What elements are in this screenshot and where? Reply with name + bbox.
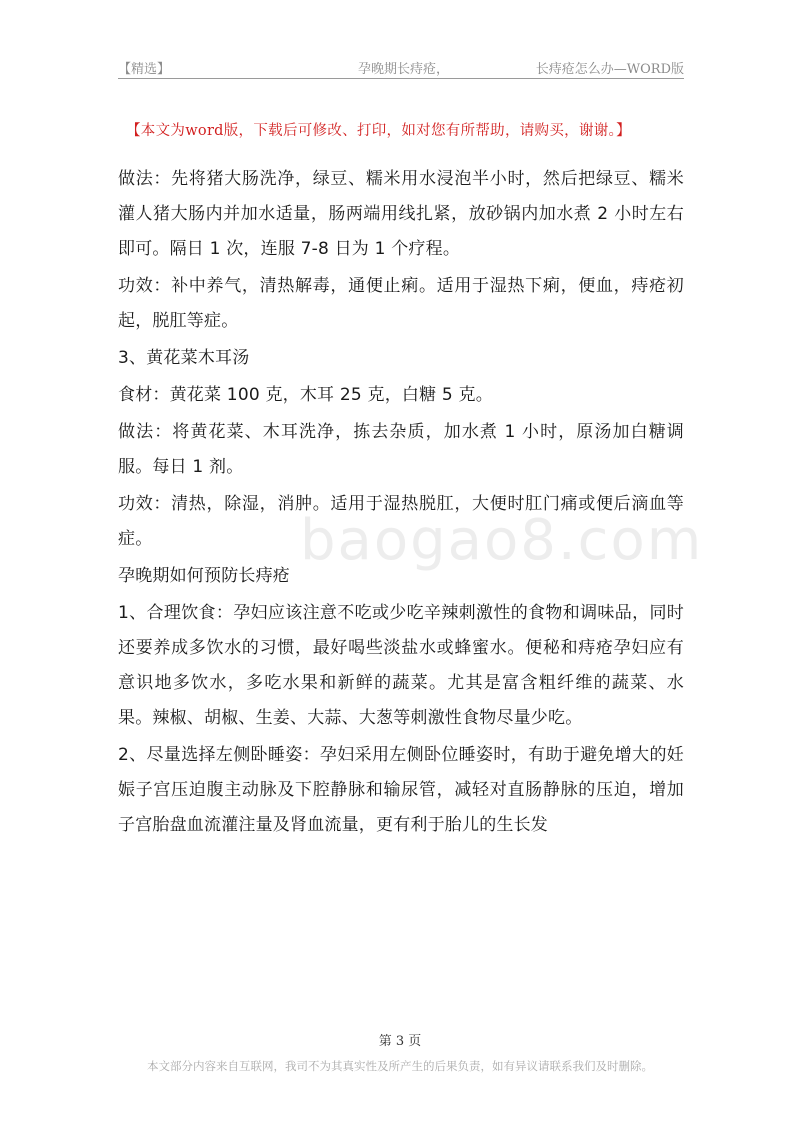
- section-heading-recipe-3: 3、黄花菜木耳汤: [118, 348, 250, 368]
- page-number: 第 3 页: [378, 1034, 422, 1049]
- paragraph-sleep-position: 2、尽量选择左侧卧睡姿：孕妇采用左侧卧位睡姿时，有助于避免增大的妊娠子宫压迫腹主动脉及下腔静脉和输尿管，减轻对直肠静脉的压迫，增加子宫胎盘血流灌注量及肾血流量，更有利于胎儿的生长发: [118, 745, 684, 835]
- paragraph-method: 做法：先将猪大肠洗净，绿豆、糯米用水浸泡半小时，然后把绿豆、糯米灌人猪大肠内并加水适量，肠两端用线扎紧，放砂锅内加水煮 2 小时左右即可。隔日 1 次，连服 7-8 日为 1 个疗程。: [118, 169, 684, 259]
- paragraph-effect-2: 功效：清热，除湿，消肿。适用于湿热脱肛，大便时肛门痛或便后滴血等症。: [118, 494, 684, 549]
- paragraph-effect: 功效：补中养气，清热解毒，通便止痢。适用于湿热下痢，便血，痔疮初起，脱肛等症。: [118, 276, 684, 331]
- document-body: [118, 162, 684, 845]
- watermark: baogao8.com: [300, 508, 704, 573]
- paragraph-diet: 1、合理饮食：孕妇应该注意不吃或少吃辛辣刺激性的食物和调味品，同时还要养成多饮水的习惯，最好喝些淡盐水或蜂蜜水。便秘和痔疮孕妇应有意识地多饮水，多吃水果和新鲜的蔬菜。尤其是富含粗纤维的蔬菜、水果。辣椒、胡椒、生姜、大蒜、大葱等刺激性食物尽量少吃。: [118, 603, 684, 728]
- paragraph-ingredients: 食材：黄花菜 100 克，木耳 25 克，白糖 5 克。: [118, 385, 493, 405]
- paragraph-method-2: 做法：将黄花菜、木耳洗净，拣去杂质，加水煮 1 小时，原汤加白糖调服。每日 1 剂。: [118, 422, 684, 477]
- header-left-text: 【精选】: [118, 62, 171, 77]
- header-title: 孕晚期长痔疮，: [358, 62, 450, 77]
- footer-disclaimer: 本文部分内容来自互联网，我司不为其真实性及所产生的后果负责，如有异议请联系我们及时删除。: [147, 1059, 653, 1073]
- page-header: [118, 56, 684, 79]
- download-notice: 【本文为word版，下载后可修改、打印，如对您有所帮助，请购买，谢谢。】: [126, 123, 631, 139]
- header-right-text: 长痔疮怎么办—WORD版: [535, 62, 684, 77]
- section-heading-prevention: 孕晚期如何预防长痔疮: [118, 566, 290, 586]
